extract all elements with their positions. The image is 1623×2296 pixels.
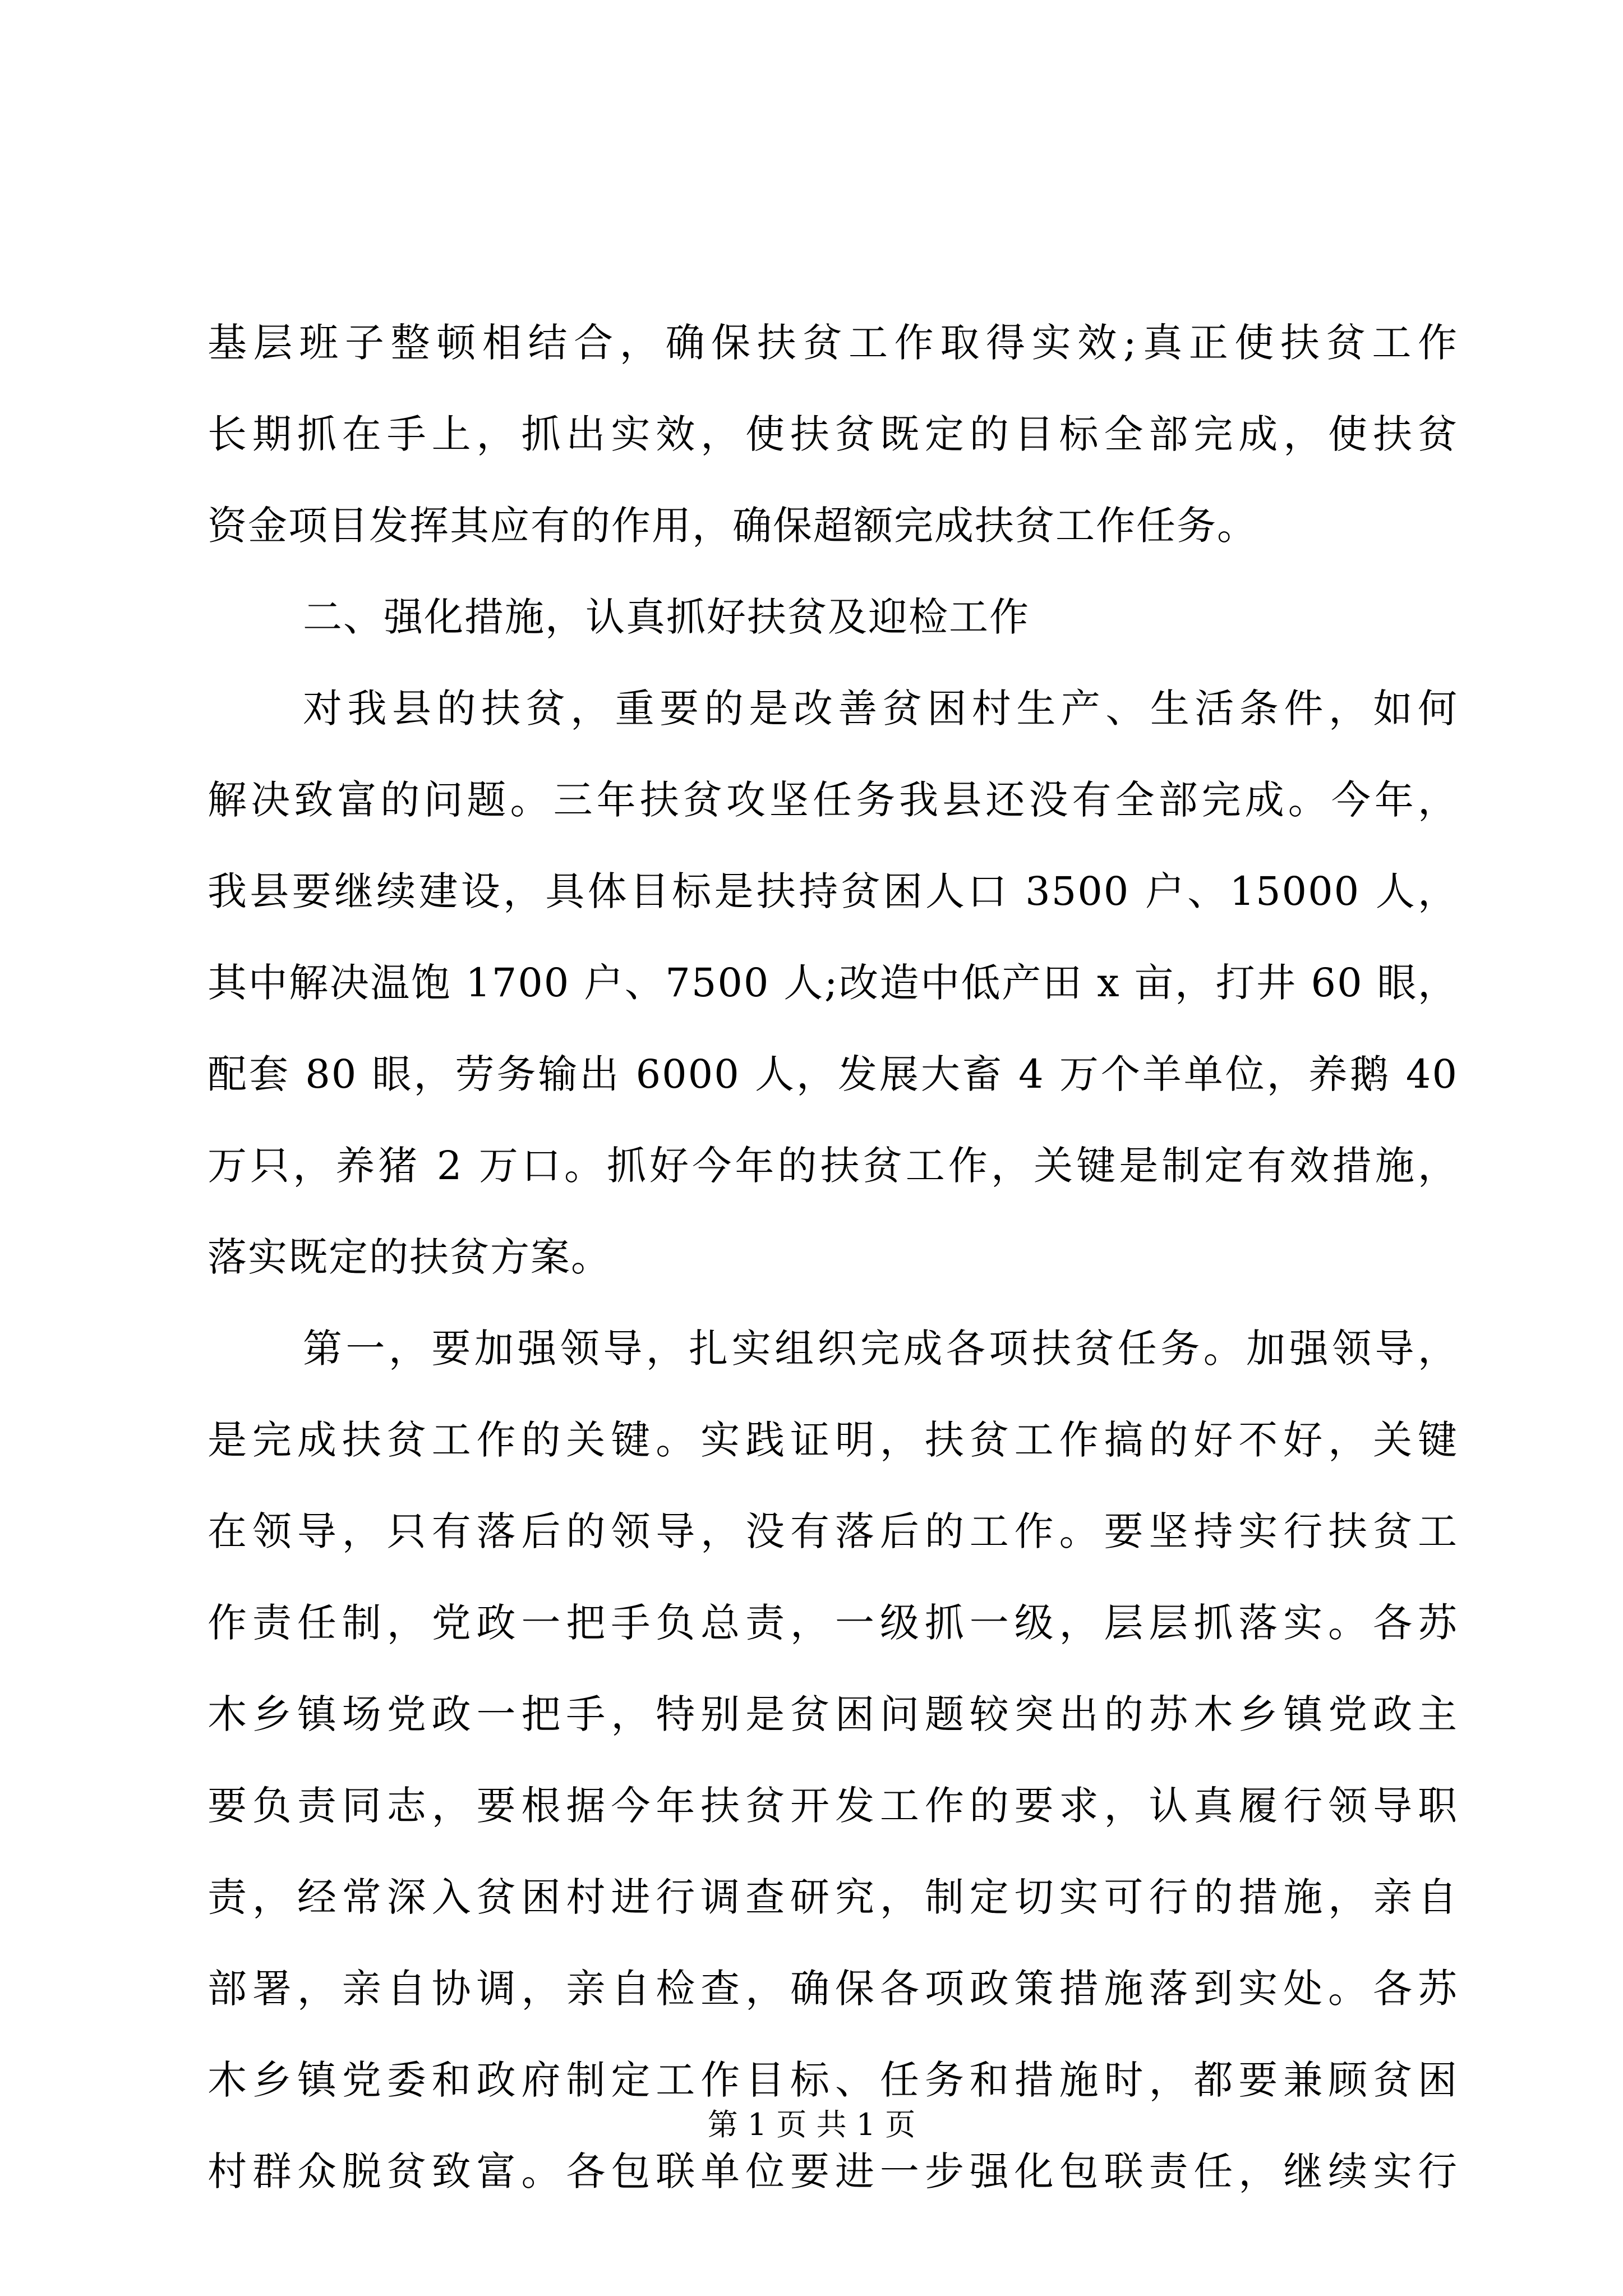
text-line: 资金项目发挥其应有的作用，确保超额完成扶贫工作任务。 bbox=[208, 503, 1257, 549]
text-line: 我县要继续建设，具体目标是扶持贫困人口 3500 户、15000 人， bbox=[208, 868, 1458, 914]
text-line: 对我县的扶贫，重要的是改善贫困村生产、生活条件，如何 bbox=[303, 685, 1458, 731]
text-line: 二、强化措施，认真抓好扶贫及迎检工作 bbox=[303, 594, 1030, 640]
text-line: 木乡镇场党政一把手，特别是贫困问题较突出的苏木乡镇党政主 bbox=[208, 1691, 1458, 1737]
text-line: 要负责同志，要根据今年扶贫开发工作的要求，认真履行领导职 bbox=[208, 1783, 1458, 1829]
text-line: 解决致富的问题。三年扶贫攻坚任务我县还没有全部完成。今年， bbox=[208, 777, 1458, 823]
text-line: 万只，养猪 2 万口。抓好今年的扶贫工作，关键是制定有效措施， bbox=[208, 1143, 1458, 1189]
text-line: 第一，要加强领导，扎实组织完成各项扶贫任务。加强领导， bbox=[303, 1326, 1458, 1372]
text-line: 责，经常深入贫困村进行调查研究，制定切实可行的措施，亲自 bbox=[208, 1874, 1458, 1920]
text-line: 村群众脱贫致富。各包联单位要进一步强化包联责任，继续实行 bbox=[208, 2148, 1458, 2194]
text-line: 基层班子整顿相结合，确保扶贫工作取得实效;真正使扶贫工作 bbox=[208, 320, 1458, 366]
text-line: 落实既定的扶贫方案。 bbox=[208, 1234, 611, 1280]
text-line: 作责任制，党政一把手负总责，一级抓一级，层层抓落实。各苏 bbox=[208, 1600, 1458, 1646]
text-line: 长期抓在手上，抓出实效，使扶贫既定的目标全部完成，使扶贫 bbox=[208, 411, 1458, 457]
page-footer: 第 1 页 共 1 页 bbox=[707, 2107, 916, 2142]
text-line: 是完成扶贫工作的关键。实践证明，扶贫工作搞的好不好，关键 bbox=[208, 1417, 1458, 1463]
text-line: 其中解决温饱 1700 户、7500 人;改造中低产田 x 亩，打井 60 眼， bbox=[208, 960, 1458, 1006]
document-body bbox=[208, 297, 1458, 2217]
text-line: 在领导，只有落后的领导，没有落后的工作。要坚持实行扶贫工 bbox=[208, 1508, 1458, 1554]
text-line: 部署，亲自协调，亲自检查，确保各项政策措施落到实处。各苏 bbox=[208, 1966, 1458, 2012]
text-line: 木乡镇党委和政府制定工作目标、任务和措施时，都要兼顾贫困 bbox=[208, 2057, 1458, 2103]
text-line: 配套 80 眼，劳务输出 6000 人，发展大畜 4 万个羊单位，养鹅 40 bbox=[208, 1051, 1458, 1097]
